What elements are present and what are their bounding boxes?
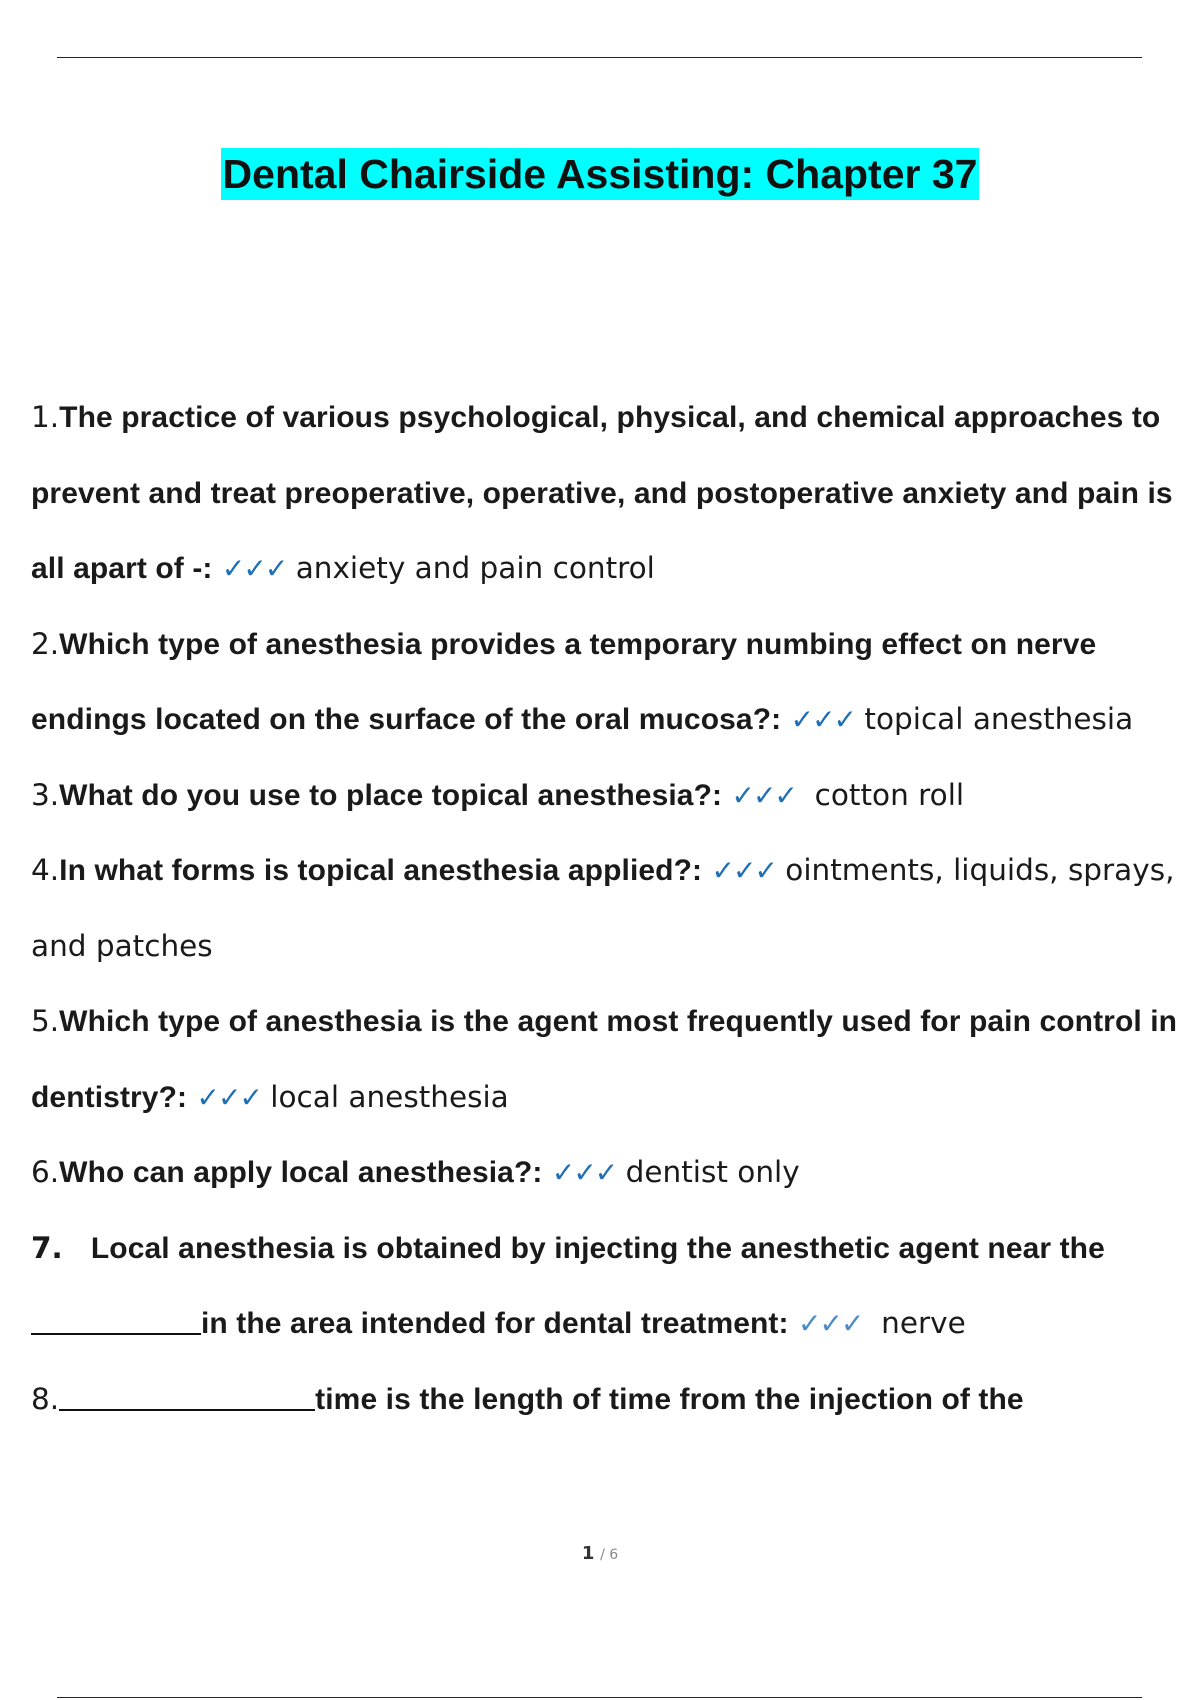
question-text: In what forms is topical anesthesia applied?: [59, 854, 703, 887]
question-item-4 [31, 833, 1181, 984]
question-number: 3. [31, 777, 60, 812]
check-icon: ✓✓✓ [731, 778, 796, 812]
question-number: 1. [31, 400, 60, 434]
answer-text: nerve [881, 1306, 966, 1340]
question-item-5 [31, 984, 1181, 1135]
question-number: 5. [31, 1004, 60, 1038]
page-indicator [0, 1543, 1200, 1564]
question-text-after-blank: time is the length of time from the injection of the [315, 1382, 1024, 1416]
check-icon: ✓✓✓ [196, 1080, 261, 1114]
answer-text: ointments, liquids, sprays, and patches [31, 853, 1175, 963]
question-item-7 [31, 1211, 1181, 1362]
check-icon: ✓✓✓ [711, 854, 776, 887]
fill-in-blank [31, 1332, 201, 1335]
question-text: The practice of various psychological, physical, and chemical approaches to prevent and treat preoperative, operative, and postoperative anxiety and pain is all apart of -: [31, 401, 1173, 585]
check-icon: ✓✓✓ [790, 703, 856, 736]
question-number: 4. [31, 853, 60, 887]
question-item-8 [31, 1362, 1181, 1438]
title-container [0, 148, 1200, 200]
answer-text: dentist only [625, 1155, 800, 1189]
fill-in-blank [59, 1408, 315, 1411]
answer-text: local anesthesia [270, 1079, 509, 1114]
question-text-before-blank: Local anesthesia is obtained by injecting the anesthetic agent near the [90, 1231, 1105, 1265]
question-text: Which type of anesthesia provides a temporary numbing effect on nerve endings located on the surface of the oral mucosa?: [31, 627, 1097, 736]
question-text: Which type of anesthesia is the agent most frequently used for pain control in dentistry?: [31, 1005, 1178, 1114]
document-title: Dental Chairside Assisting: Chapter 37 [221, 148, 980, 200]
check-icon: ✓✓✓ [221, 552, 287, 585]
check-icon: ✓✓✓ [798, 1307, 863, 1340]
question-text: Who can apply local anesthesia?: [59, 1156, 543, 1189]
question-item-2 [31, 607, 1181, 758]
question-text: What do you use to place topical anesthesia?: [59, 778, 723, 812]
question-number: 2. [31, 626, 60, 661]
question-item-1 [31, 380, 1181, 607]
question-list [31, 380, 1181, 1437]
question-item-3 [31, 758, 1181, 834]
answer-text: anxiety and pain control [295, 551, 655, 585]
question-number: 6. [31, 1155, 60, 1189]
question-text-after-blank: in the area intended for dental treatment: [201, 1307, 789, 1340]
top-rule [57, 57, 1142, 58]
total-pages: / 6 [600, 1547, 619, 1563]
answer-text: topical anesthesia [864, 702, 1134, 736]
question-item-6 [31, 1135, 1181, 1211]
bottom-rule [57, 1697, 1142, 1698]
question-number: 8. [31, 1381, 60, 1416]
question-number: 7. [31, 1230, 63, 1265]
answer-text: cotton roll [814, 777, 965, 812]
check-icon: ✓✓✓ [551, 1156, 617, 1189]
current-page: 1 [581, 1543, 595, 1564]
